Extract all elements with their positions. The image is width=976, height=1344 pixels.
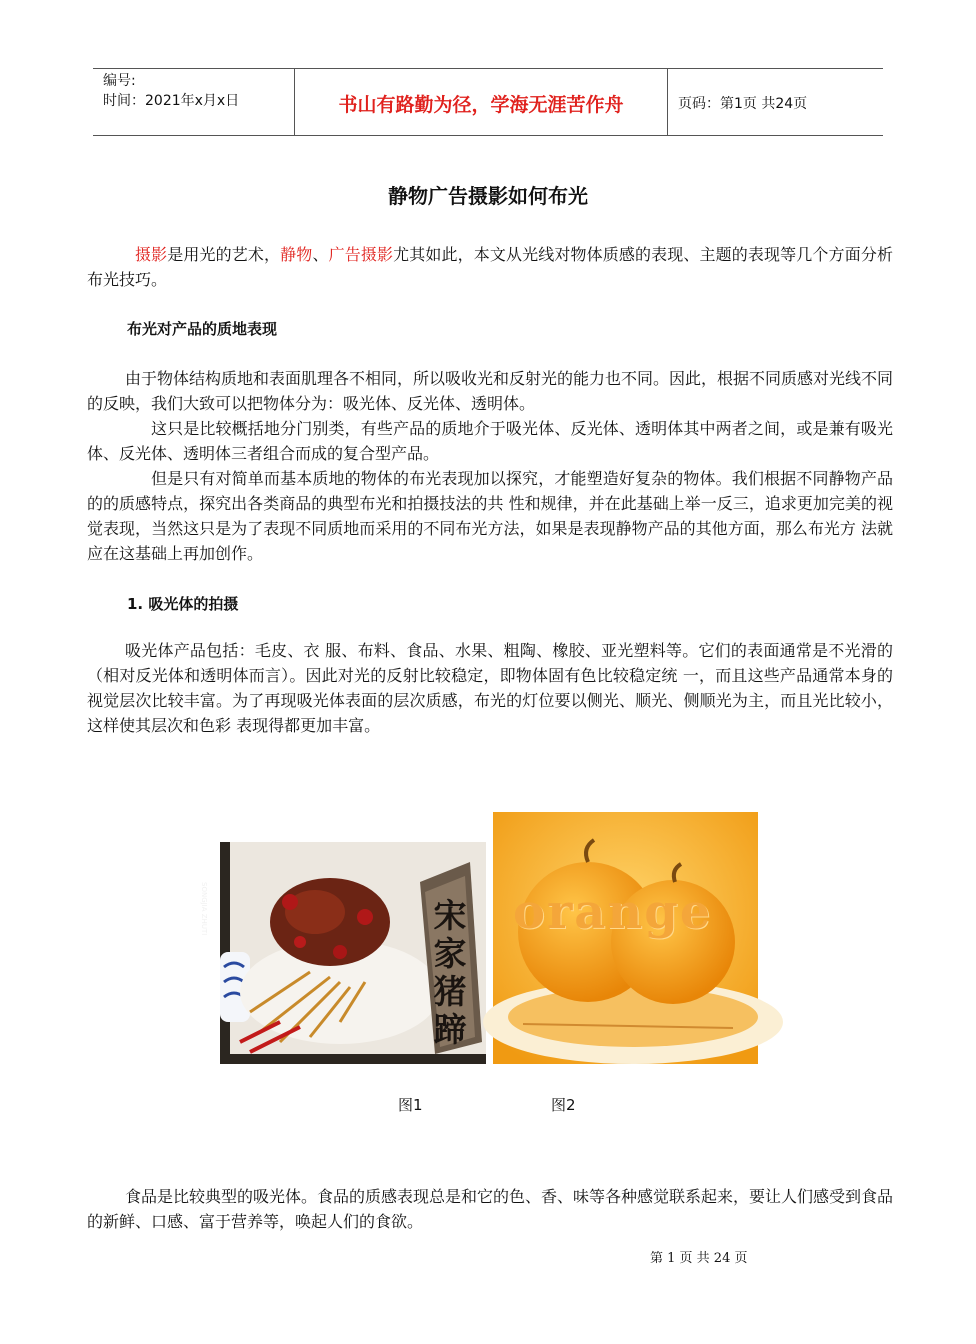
- document-title: 静物广告摄影如何布光: [388, 184, 588, 208]
- header-bottom-rule: [93, 135, 883, 136]
- intro-paragraph: 摄影是用光的艺术，静物、广告摄影尤其如此，本文从光线对物体质感的表现、主题的表现等几个方面分析布光技巧。: [87, 245, 893, 289]
- header-divider-2: [667, 68, 668, 135]
- header-motto: 书山有路勤为径，学海无涯苦作舟: [338, 94, 624, 116]
- page-footer: 第 1 页 共 24 页: [650, 1251, 748, 1266]
- figure-1-side-text: SONGJIA ZHUTI: [200, 882, 208, 936]
- figure-2-caption: 图2: [551, 1096, 576, 1114]
- header-top-rule: [93, 68, 883, 69]
- header-time: 时间：2021年x月x日: [103, 93, 240, 109]
- header-meta: [103, 71, 239, 111]
- figure-1-food-photo: [200, 842, 486, 1064]
- header-number: 编号:: [103, 73, 136, 89]
- section-heading-texture: 布光对产品的质地表现: [127, 320, 278, 338]
- figure-1-caption: 图1: [398, 1096, 423, 1114]
- paragraph-absorbent: 吸光体产品包括：毛皮、衣 服、布料、食品、水果、粗陶、橡胶、亚光塑料等。它们的表面通常是不光滑的（相对反光体和透明体而言）。因此对光的反射比较稳定，即物体固有色比较稳定统 一，而且这些产品通常本身的视觉层次比较丰富。为了再现吸光体表面的层次质感，布光的灯位要以侧光、顺光、侧顺光为主，而且光比较小，这样使其层次和色彩 表现得都更加丰富。: [87, 641, 893, 735]
- figure-2-word: orange: [513, 884, 713, 940]
- link-photography[interactable]: 摄影: [135, 245, 168, 264]
- header-page-info: 页码：第1页 共24页: [678, 96, 808, 112]
- paragraph-texture-3: 但是只有对简单而基本质地的物体的布光表现加以探究，才能塑造好复杂的物体。我们根据不同静物产品的的质感特点，探究出各类商品的典型布光和拍摄技法的共 性和规律，并在此基础上举一反三，追求更加完美的视觉表现，当然这只是为了表现不同质地而采用的不同布光方法，如果是表现静物产品的其他方面，那么布光方 法就应在这基础上再加创作。: [87, 469, 893, 563]
- header-divider-1: [294, 68, 295, 135]
- paragraph-texture-2: 这只是比较概括地分门别类，有些产品的质地介于吸光体、反光体、透明体其中两者之间，或是兼有吸光体、反光体、透明体三者组合而成的复合型产品。: [87, 419, 893, 463]
- paragraph-food: 食品是比较典型的吸光体。食品的质感表现总是和它的色、香、味等各种感觉联系起来，要让人们感受到食品的新鲜、口感、富于营养等，唤起人们的食欲。: [87, 1187, 894, 1231]
- paragraph-texture-1: 由于物体结构质地和表面肌理各不相同，所以吸收光和反射光的能力也不同。因此，根据不同质感对光线不同的反映，我们大致可以把物体分为：吸光体、反光体、透明体。: [87, 369, 894, 413]
- section-heading-absorbent: 1. 吸光体的拍摄: [127, 595, 239, 613]
- figure-2-orange-photo: [493, 812, 758, 1064]
- link-ad-photography[interactable]: 广告摄影: [328, 245, 394, 264]
- figure-1-brand-text: 宋家猪蹄: [433, 896, 467, 1049]
- link-still-life[interactable]: 静物: [280, 245, 313, 264]
